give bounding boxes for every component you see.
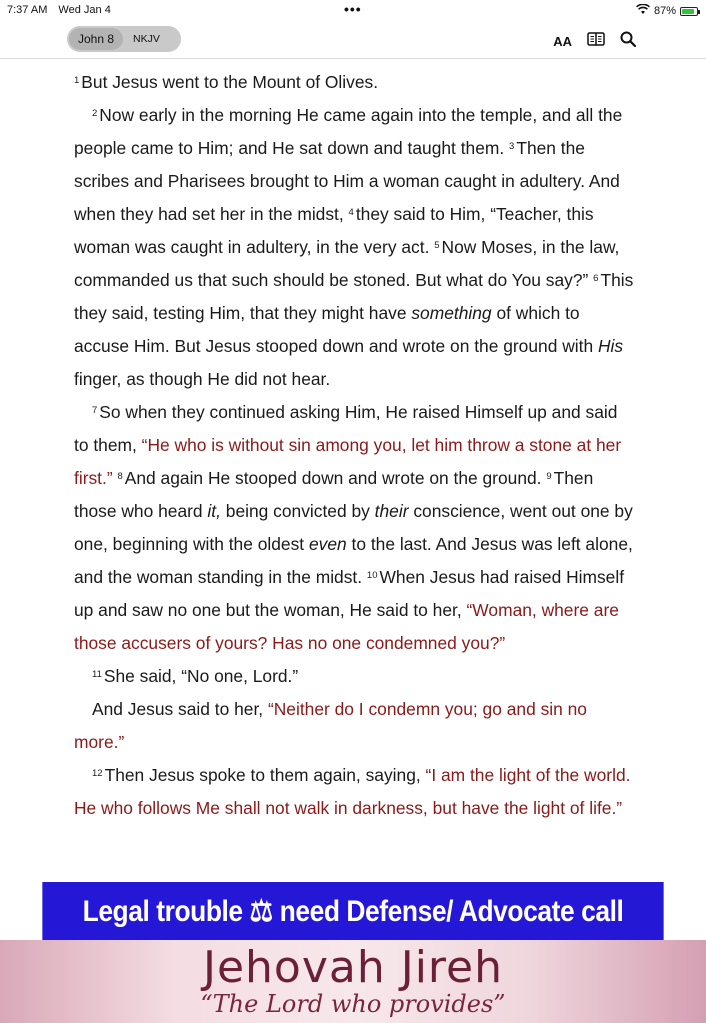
italic-word: even [308, 534, 347, 554]
ad-title: Jehovah Jireh [202, 942, 503, 993]
paragraph-2 [74, 99, 636, 396]
verse-text: Now early in the morning He came again into the temple, and all the people came to Him; and He sat down and taught them. [74, 105, 623, 158]
verse-number[interactable]: 10 [366, 570, 378, 581]
status-left [7, 4, 119, 16]
verse-number[interactable]: 7 [92, 405, 98, 416]
verse-number[interactable]: 12 [92, 768, 103, 779]
verse-text: Now Moses, in the law, commanded us that such should be stoned. But what do You say?” [74, 237, 620, 290]
verse-number[interactable]: 4 [348, 207, 354, 218]
toolbar-divider [0, 58, 706, 59]
ad-image[interactable] [0, 940, 706, 1023]
paragraph-6 [74, 759, 636, 825]
verse-text: But Jesus went to the Mount of Olives. [81, 72, 379, 92]
verse-text: When Jesus had raised Himself up and saw no one but the woman, He said to her, [74, 567, 625, 620]
battery-fill [682, 9, 694, 14]
scripture-text [74, 66, 636, 825]
verse-text: This they said, testing Him, that they might have [74, 270, 634, 323]
italic-word: something [411, 303, 492, 323]
words-of-jesus: “Woman, where are those accusers of yours? Has no one condemned you?” [74, 600, 619, 653]
words-of-jesus: “Neither do I condemn you; go and sin no more.” [74, 699, 587, 752]
verse-number[interactable]: 1 [74, 75, 80, 86]
verse-text: She said, “No one, Lord.” [103, 666, 299, 686]
verse-number[interactable]: 5 [434, 240, 440, 251]
status-date: Wed Jan 4 [58, 4, 111, 16]
multitasking-dots[interactable]: ••• [344, 1, 362, 17]
verse-text: conscience, went out one by one, beginning with the oldest [74, 501, 633, 554]
verse-text: And Jesus said to her, [92, 699, 268, 719]
reader-toolbar [0, 22, 706, 58]
book-icon[interactable] [587, 32, 605, 51]
verse-text: of which to accuse Him. But Jesus stooped down and wrote on the ground with [74, 303, 598, 356]
status-bar [0, 0, 706, 22]
verse-text: And again He stooped down and wrote on the ground. [124, 468, 547, 488]
paragraph-5 [74, 693, 636, 759]
paragraph-1 [74, 66, 636, 99]
verse-number[interactable]: 9 [546, 471, 552, 482]
verse-number[interactable]: 2 [92, 108, 98, 119]
wifi-icon [636, 4, 650, 18]
words-of-jesus: “He who is without sin among you, let him throw a stone at her first.” [74, 435, 622, 488]
italic-word: their [374, 501, 409, 521]
status-right [636, 4, 698, 18]
version-button[interactable]: NKJV [133, 33, 160, 45]
italic-word: it, [207, 501, 221, 521]
advertisement-banner[interactable] [0, 882, 706, 1023]
battery-percent: 87% [653, 5, 676, 17]
text-size-icon[interactable]: AA [553, 34, 572, 49]
verse-text: Then Jesus spoke to them again, saying, [104, 765, 426, 785]
verse-text: So when they continued asking Him, He raised Himself up and said to them, [74, 402, 618, 455]
battery-icon [680, 7, 698, 16]
paragraph-4 [74, 660, 636, 693]
search-icon[interactable] [620, 31, 636, 52]
verse-text: finger, as though He did not hear. [74, 369, 331, 389]
reference-selector[interactable] [67, 26, 181, 52]
paragraph-3 [74, 396, 636, 660]
words-of-jesus: “I am the light of the world. He who follows Me shall not walk in darkness, but have the light of life.” [74, 765, 631, 818]
book-chapter-button[interactable]: John 8 [69, 28, 123, 50]
verse-text: being convicted by [220, 501, 375, 521]
verse-text: to the last. And Jesus was left alone, and the woman standing in the midst. [74, 534, 633, 587]
verse-text: Then those who heard [74, 468, 594, 521]
verse-number[interactable]: 8 [117, 471, 123, 482]
verse-text: they said to Him, “Teacher, this woman was caught in adultery, in the very act. [74, 204, 594, 257]
italic-word: His [597, 336, 624, 356]
verse-number[interactable]: 11 [92, 669, 102, 680]
verse-text: Then the scribes and Pharisees brought to Him a woman caught in adultery. And when they had set her in the midst, [74, 138, 620, 224]
verse-number[interactable]: 6 [593, 273, 599, 284]
ad-headline[interactable]: Legal trouble ⚖ need Defense/ Advocate call [42, 882, 663, 940]
verse-number[interactable]: 3 [509, 141, 515, 152]
status-time: 7:37 AM [7, 4, 48, 16]
toolbar-actions [553, 31, 636, 52]
ad-subtitle: “The Lord who provides” [200, 990, 506, 1018]
